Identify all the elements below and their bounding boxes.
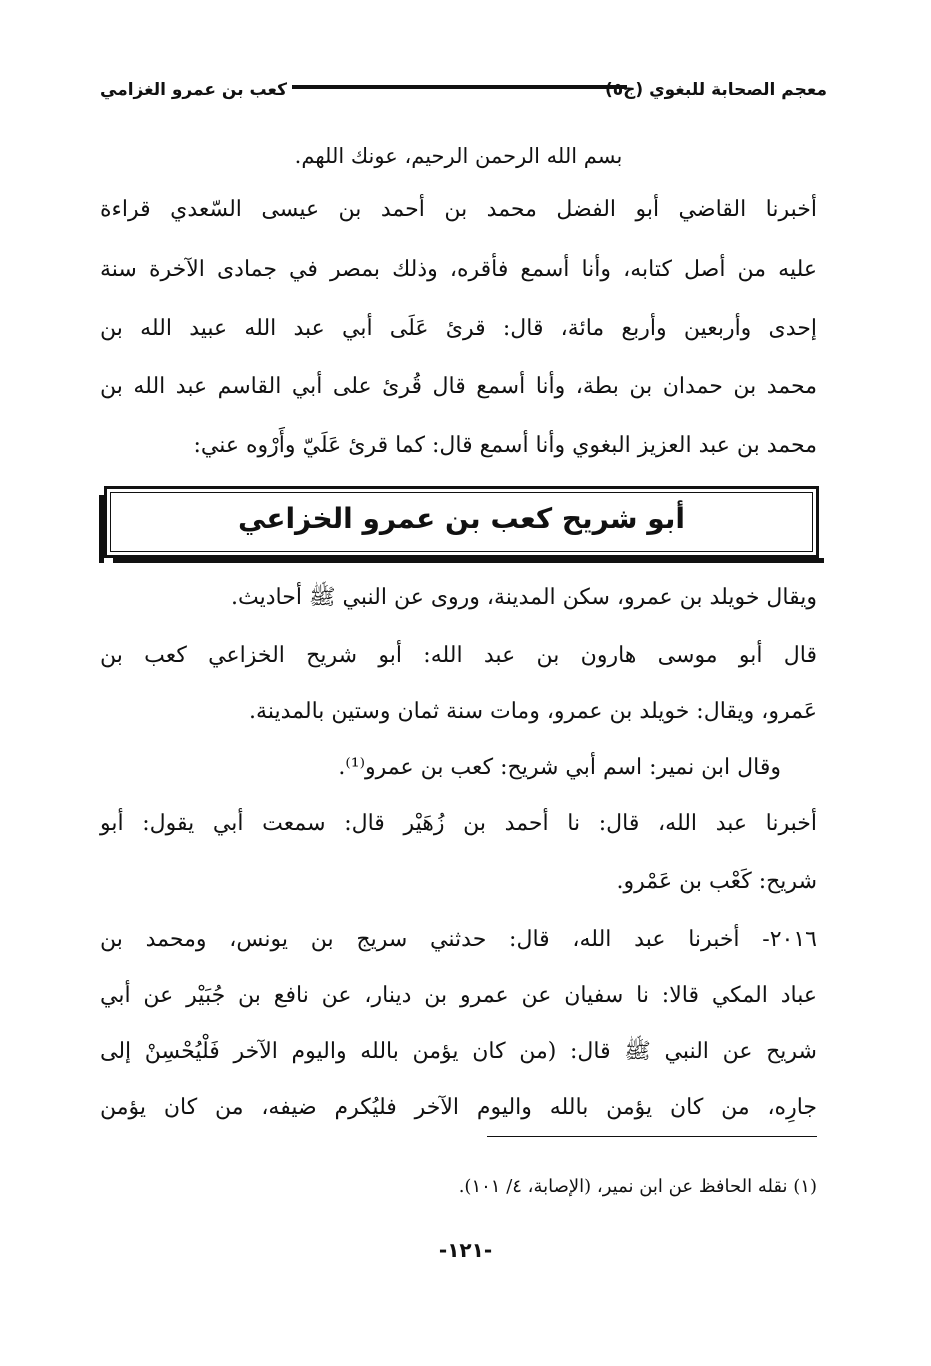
basmala: بسم الله الرحمن الرحيم، عونك اللهم.	[294, 144, 623, 168]
body-line-2: قال أبو موسى هارون بن عبد الله: أبو شريح الخزاعي كعب بن	[100, 643, 817, 668]
body-line-1: ويقال خويلد بن عمرو، سكن المدينة، وروى عن النبي ﷺ أحاديث.	[231, 585, 817, 610]
header-book-title: معجم الصحابة للبغوي (ج٥)	[604, 80, 827, 100]
body-line-6: شريح: كَعْب بن عَمْرو.	[616, 869, 817, 894]
header-rule	[292, 85, 627, 89]
body-line-10: جارِه، من كان يؤمن بالله واليوم الآخر فليُكرم ضيفه، من كان يؤمن	[100, 1095, 817, 1120]
intro-line-2: عليه من أصل كتابه، وأنا أسمع فأقره، وذلك بمصر في جمادى الآخرة سنة	[100, 257, 817, 282]
intro-line-3: إحدى وأربعين وأربع مائة، قال: قرئ عَلَى أبي عبد الله عبيد الله بن	[100, 316, 817, 341]
body-line-9: شريح عن النبي ﷺ قال: (من كان يؤمن بالله واليوم الآخر فَلْيُحْسِنْ إلى	[100, 1039, 817, 1064]
title-box-shadow-side	[99, 495, 104, 563]
footnote: (١) نقله الحافظ عن ابن نمير، (الإصابة، ٤/ ١٠١).	[458, 1176, 817, 1197]
intro-line-4: محمد بن حمدان بن بطة، وأنا أسمع قال قُرئ على أبي القاسم عبد الله بن	[100, 374, 817, 399]
body-line-4: وقال ابن نمير: اسم أبي شريح: كعب بن عمرو⁽¹⁾.	[338, 755, 781, 780]
body-line-7: ٢٠١٦- أخبرنا عبد الله، قال: حدثني سريج بن يونس، ومحمد بن	[100, 927, 817, 952]
intro-line-5: محمد بن عبد العزيز البغوي وأنا أسمع قال: كما قرئ عَلَيّ وأَرْوه عني:	[193, 433, 817, 458]
running-header	[100, 72, 827, 108]
intro-line-1: أخبرنا القاضي أبو الفضل محمد بن أحمد بن عيسى السّعدي قراءة	[100, 197, 817, 222]
body-line-8: عباد المكي قالا: نا سفيان عن عمرو بن دينار، عن نافع بن جُبَيْر عن أبي	[100, 983, 817, 1008]
title-box-shadow-bottom	[113, 558, 824, 563]
header-section-title: كعب بن عمرو الغزامي	[100, 80, 287, 100]
page-number: -١٢١-	[438, 1238, 493, 1262]
footnote-rule	[487, 1136, 817, 1137]
entry-title-box	[104, 486, 819, 558]
body-line-5: أخبرنا عبد الله، قال: نا أحمد بن زُهَيْر قال: سمعت أبي يقول: أبو	[100, 811, 817, 836]
entry-title: أبو شريح كعب بن عمرو الخزاعي	[238, 502, 685, 535]
body-line-3: عَمرو، ويقال: خويلد بن عمرو، ومات سنة ثمان وستين بالمدينة.	[249, 699, 817, 724]
